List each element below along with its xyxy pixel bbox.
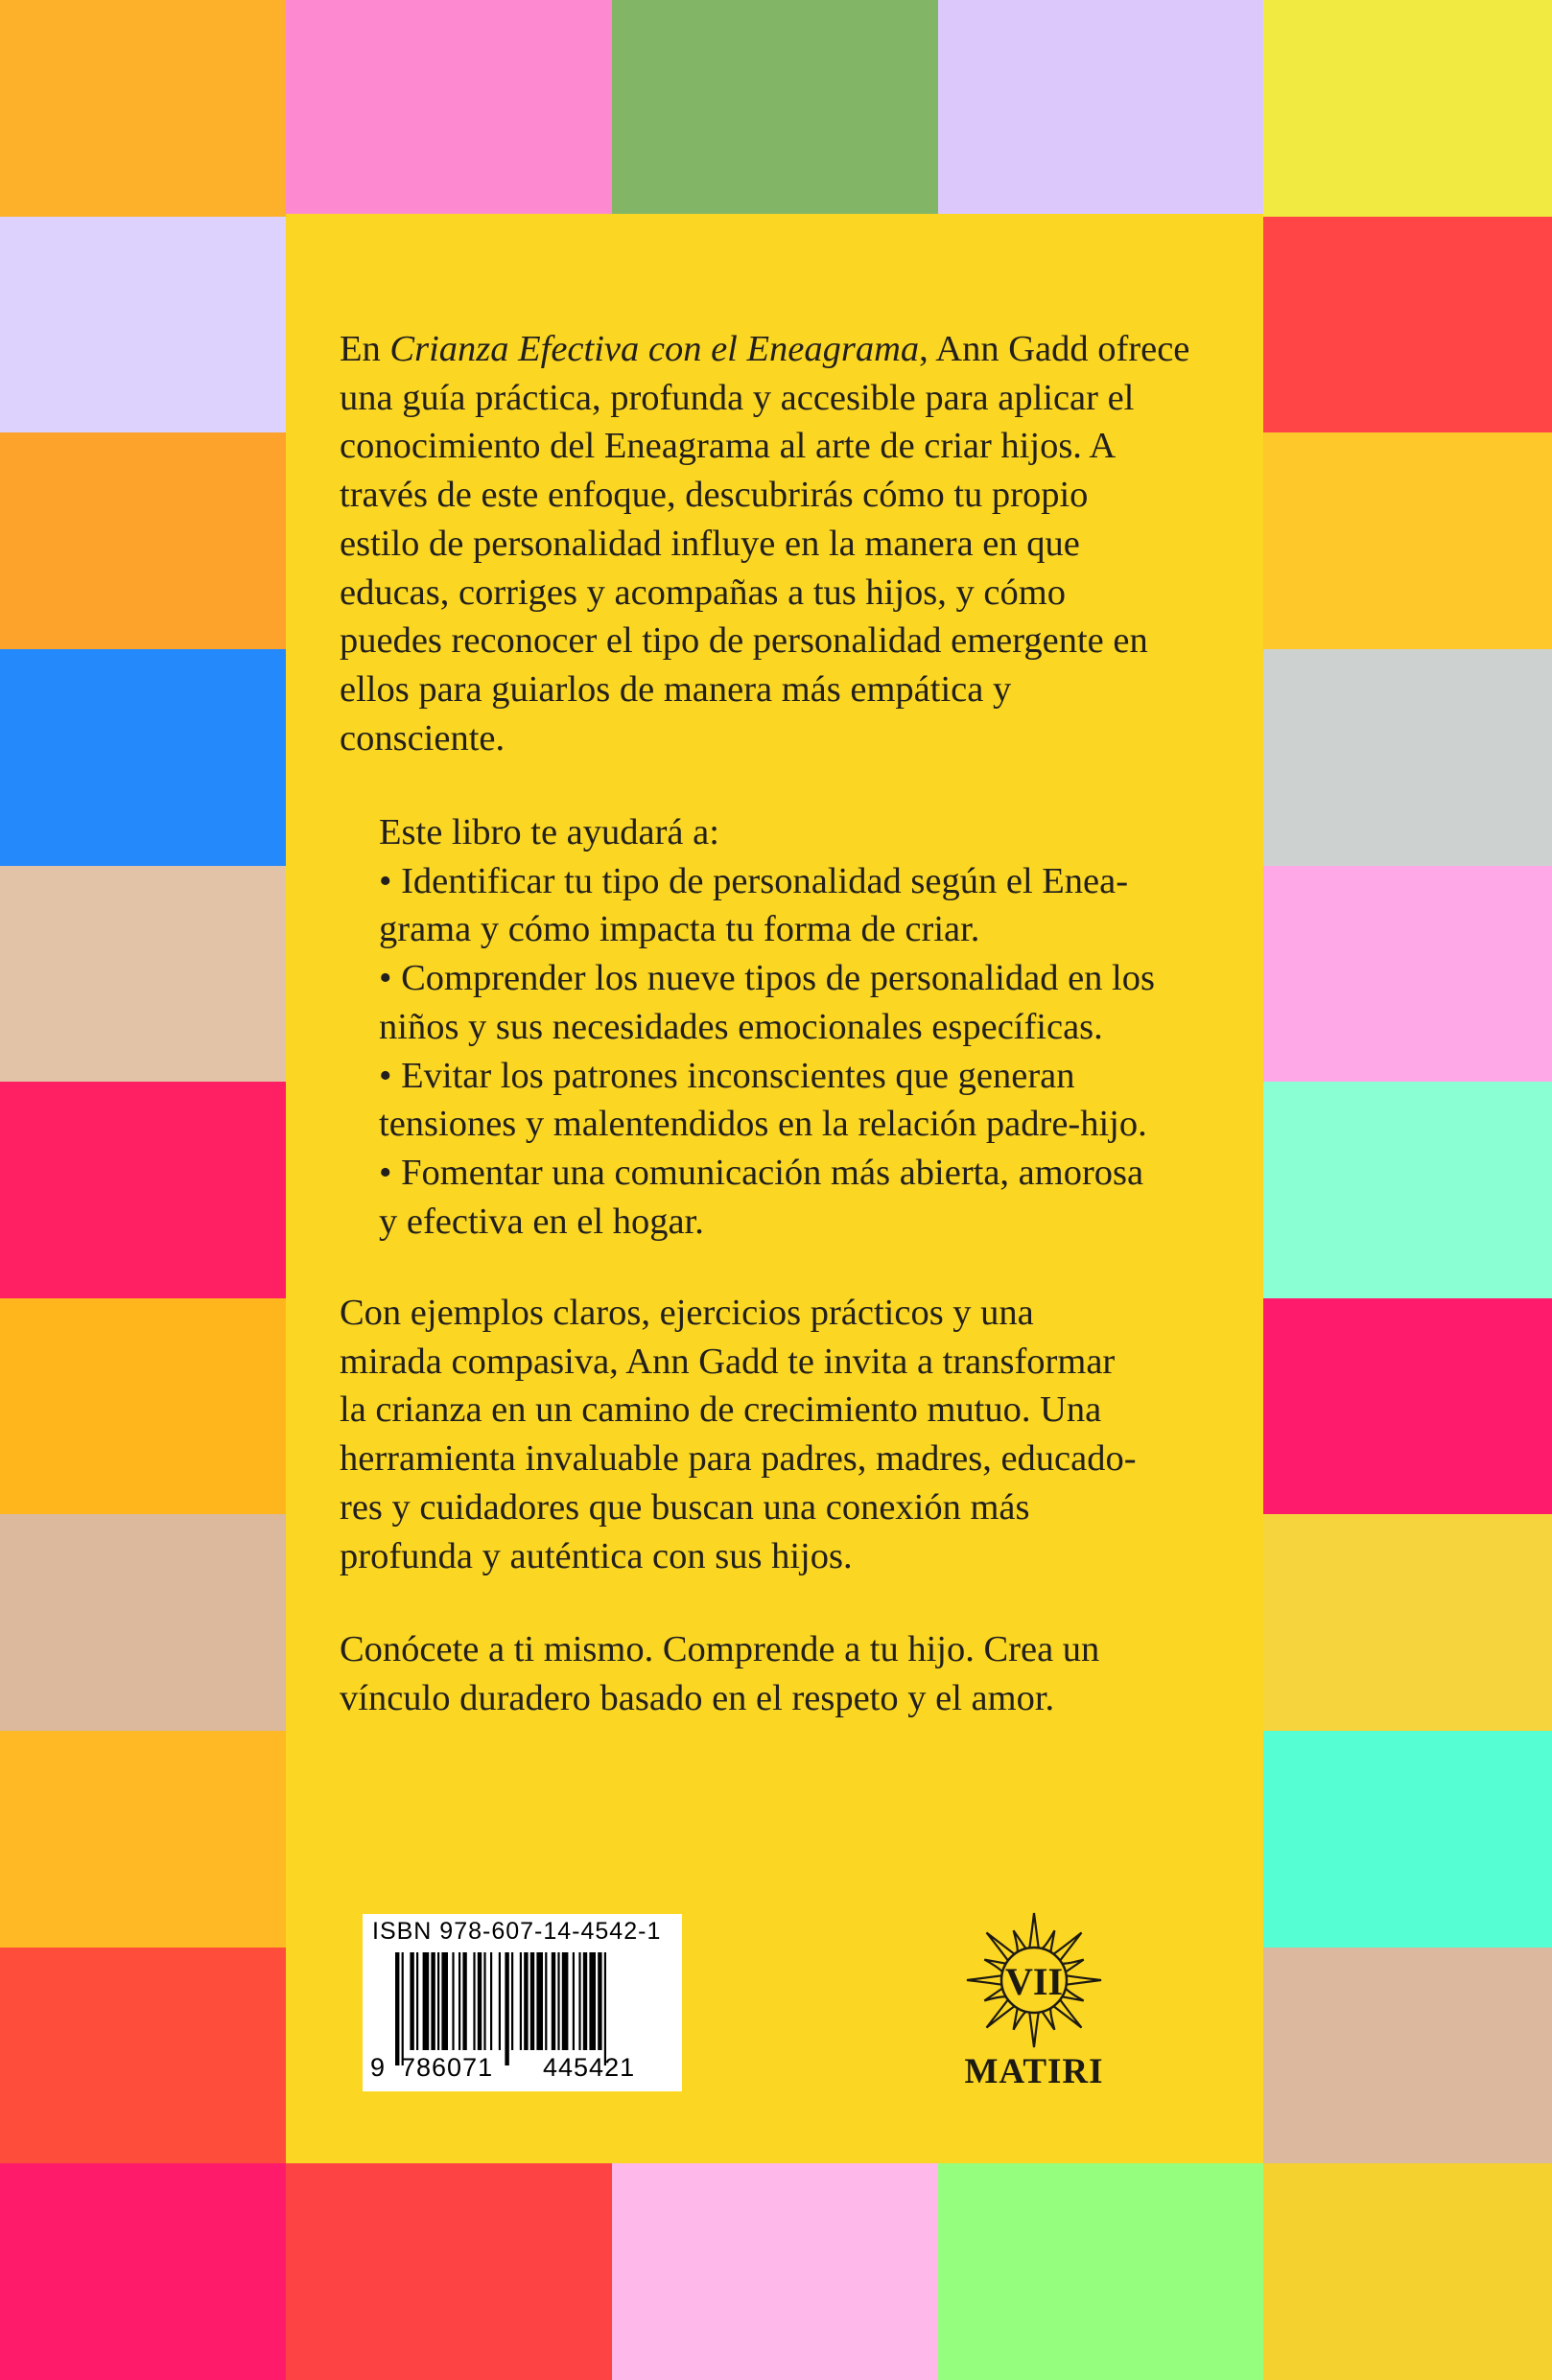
text-line: profunda y auténtica con sus hijos. [340,1535,853,1576]
book-title: Crianza Efectiva con el Eneagrama [389,329,920,369]
list-item: grama y cómo impacta tu forma de criar. [379,909,980,950]
barcode-bar [573,1952,575,2050]
publisher-logo [938,1911,1130,2103]
color-tile [1263,432,1552,649]
color-tile [612,2163,938,2380]
barcode-bar [562,1952,569,2050]
color-tile [286,2163,612,2380]
color-tile [0,1298,286,1514]
color-tile [0,0,286,217]
benefits-list [379,808,1218,1246]
color-tile [0,649,286,866]
color-tile [1263,1731,1552,1948]
color-tile [1263,0,1552,217]
color-tile [1263,1514,1552,1731]
text-line: puedes reconocer el tipo de personalidad emergente en [340,620,1148,662]
closing-paragraph [340,1625,1218,1722]
list-item: niños y sus necesidades emocionales específicas. [379,1006,1103,1047]
text-line: vínculo duradero basado en el respeto y el amor. [340,1677,1055,1718]
barcode-bar [410,1952,413,2050]
barcode-bar [578,1952,580,2050]
text-line: Con ejemplos claros, ejercicios prácticos y una [340,1293,1034,1333]
barcode-bar [604,1952,606,2065]
barcode-bar [441,1952,448,2050]
color-tile [612,0,938,217]
text-line: mirada compasiva, Ann Gadd te invita a transformar [340,1341,1116,1382]
color-tile [0,1082,286,1298]
color-tile [938,2163,1263,2380]
barcode-bar [557,1952,559,2050]
text-line: herramienta invaluable para padres, madres, educado- [340,1438,1137,1480]
barcode-bar [524,1952,528,2050]
isbn-barcode [363,1914,682,2091]
color-tile [1263,1948,1552,2163]
ean-first-digit: 9 [370,2053,386,2082]
barcode-bar [478,1952,482,2050]
color-tile [1263,217,1552,432]
publisher-name: MATIRI [964,2052,1104,2091]
color-tile [938,0,1263,217]
summary-paragraph [340,1289,1218,1580]
list-item: tensiones y malentendidos en la relación padre-hijo. [379,1104,1147,1145]
color-tile [1263,1082,1552,1298]
color-tile [0,2163,286,2380]
text-line: En Crianza Efectiva con el Eneagrama, Ann Gadd ofrece [340,329,1190,369]
color-tile [1263,2163,1552,2380]
text-line: consciente. [340,717,506,758]
barcode-bar [452,1952,454,2050]
barcode-bar [505,1952,508,2065]
text-line: educas, corriges y acompañas a tus hijos, y cómo [340,572,1066,613]
text-line: través de este enfoque, descubrirás cómo tu propio [340,475,1089,516]
color-tile [0,217,286,432]
text-line: estilo de personalidad influye en la manera en que [340,523,1080,564]
isbn-label: ISBN 978-607-14-4542-1 [372,1918,662,1945]
barcode-bar [490,1952,492,2050]
barcode-bar [598,1952,601,2050]
color-tile [286,0,612,217]
color-tile [0,432,286,649]
ean-right-digits: 445421 [543,2053,636,2082]
logo-numeral: VII [1004,1960,1064,2003]
list-heading: Este libro te ayudará a: [379,812,719,852]
barcode-bar [416,1952,418,2050]
color-tile [1263,1298,1552,1514]
barcode-bar [552,1952,555,2050]
barcode-bar [395,1952,399,2065]
text-line: res y cuidadores que buscan una conexión más [340,1486,1030,1528]
text-line: una guía práctica, profunda y accesible para aplicar el [340,377,1135,418]
ean-left-digits: 786071 [401,2053,494,2082]
blurb-panel [286,214,1263,2160]
color-tile [1263,649,1552,866]
barcode-bar [583,1952,587,2050]
barcode-bar [473,1952,475,2050]
list-item: • Evitar los patrones inconscientes que generan [379,1055,1075,1096]
list-item: y efectiva en el hogar. [379,1201,704,1242]
barcode-bar [423,1952,430,2050]
barcode-bar [511,1952,513,2050]
sun-ray [1029,1913,1038,1948]
color-tile [0,1514,286,1731]
list-item: • Fomentar una comunicación más abierta, amorosa [379,1152,1144,1193]
barcode-bar [499,1952,501,2050]
text-line: ellos para guiarlos de manera más empática y [340,668,1012,710]
barcode-bar [536,1952,543,2050]
color-tile [0,1948,286,2163]
text-line: la crianza en un camino de crecimiento mutuo. Una [340,1389,1102,1431]
color-tile [0,1731,286,1948]
list-item: • Comprender los nueve tipos de personalidad en los [379,958,1155,999]
text-line: Conócete a ti mismo. Comprende a tu hijo. Crea un [340,1629,1100,1669]
barcode-bar [437,1952,439,2050]
intro-paragraph [340,325,1218,762]
barcode-bar [462,1952,466,2050]
barcode-bar [589,1952,596,2050]
text-line: conocimiento del Eneagrama al arte de criar hijos. A [340,426,1117,467]
sun-ray [1029,2013,1038,2047]
color-tile [0,866,286,1082]
barcode-bar [520,1952,522,2050]
barcode-bar [530,1952,534,2050]
barcode-bar [459,1952,460,2050]
list-item: • Identificar tu tipo de personalidad según el Enea- [379,860,1129,901]
barcode-bar [545,1952,547,2050]
barcode-bar [483,1952,485,2050]
barcode-bar [402,1952,404,2065]
color-tile [1263,866,1552,1082]
barcode-bar [431,1952,435,2050]
